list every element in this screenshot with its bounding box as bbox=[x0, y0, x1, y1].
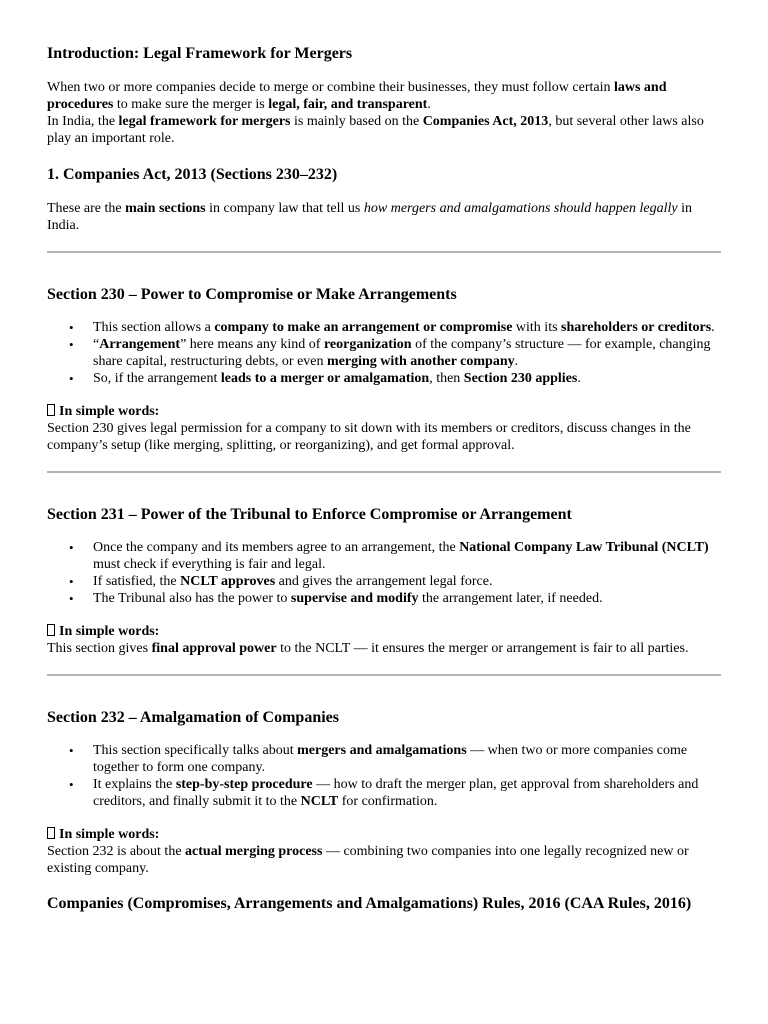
section-230-bullets bbox=[47, 319, 721, 387]
divider bbox=[47, 674, 721, 676]
bold-text: actual merging process bbox=[185, 844, 323, 859]
text-run: “ bbox=[93, 337, 100, 352]
bold-text: laws and procedures bbox=[47, 80, 667, 112]
text-run: in company law that tell us bbox=[205, 201, 364, 216]
missing-glyph-icon bbox=[47, 404, 55, 416]
text-run: for confirmation. bbox=[338, 794, 438, 809]
intro-heading: Introduction: Legal Framework for Mergers bbox=[47, 45, 353, 62]
list-item bbox=[93, 370, 721, 387]
bold-text: Arrangement bbox=[99, 337, 181, 352]
text-run: . bbox=[514, 354, 519, 369]
bold-text: leads to a merger or amalgamation bbox=[220, 371, 430, 386]
text-run: Once the company and its members agree to an arrangement, the bbox=[93, 540, 460, 555]
bold-text: main sections bbox=[125, 201, 206, 216]
text-run: This section allows a bbox=[93, 320, 215, 335]
list-item bbox=[93, 742, 721, 776]
text-run: . bbox=[711, 320, 715, 335]
text-run: These are the bbox=[47, 201, 126, 216]
list-item bbox=[93, 776, 721, 810]
simple-words-label: In simple words: bbox=[59, 404, 160, 419]
section-230-simple-text bbox=[47, 420, 721, 454]
missing-glyph-icon bbox=[47, 827, 55, 839]
list-item bbox=[93, 590, 721, 607]
text-run: Section 232 is about the bbox=[47, 844, 186, 859]
divider bbox=[47, 471, 721, 473]
bold-text: final approval power bbox=[151, 641, 277, 656]
bold-text: supervise and modify bbox=[290, 591, 419, 606]
italic-text: how mergers and amalgamations should happen legally bbox=[363, 201, 678, 216]
text-run: , then bbox=[429, 371, 464, 386]
text-run: In India, the bbox=[47, 114, 119, 129]
bold-text: company to make an arrangement or compromise bbox=[214, 320, 513, 335]
text-run: to make sure the merger is bbox=[113, 97, 269, 112]
text-run: and gives the arrangement legal force. bbox=[275, 574, 493, 589]
section-232-bullets bbox=[47, 742, 721, 810]
intro-paragraph-2 bbox=[47, 113, 721, 147]
text-run: ” here means any kind of bbox=[180, 337, 324, 352]
text-run: Section 230 gives legal permission for a company to sit down with its members or creditors, discuss changes in the company’s setup (like merging, splitting, or reorganizing), and get formal approval. bbox=[47, 421, 691, 453]
text-run: with its bbox=[512, 320, 562, 335]
text-run: is mainly based on the bbox=[290, 114, 423, 129]
text-run: . bbox=[427, 97, 431, 112]
list-item bbox=[93, 336, 721, 370]
intro-paragraph-1 bbox=[47, 79, 721, 113]
text-run: . bbox=[577, 371, 581, 386]
section-232-simple-label bbox=[47, 826, 721, 843]
list-item bbox=[93, 539, 721, 573]
caa-rules-heading: Companies (Compromises, Arrangements and Amalgamations) Rules, 2016 (CAA Rules, 2016) bbox=[47, 895, 692, 912]
bold-text: NCLT approves bbox=[180, 574, 276, 589]
section-232-heading: Section 232 – Amalgamation of Companies bbox=[47, 709, 339, 726]
text-run: — when two or more companies come together to form one company. bbox=[93, 743, 688, 775]
text-run: , but several other laws also play an important role. bbox=[47, 114, 704, 146]
text-run: must check if everything is fair and legal. bbox=[93, 557, 326, 572]
act-heading: 1. Companies Act, 2013 (Sections 230–232) bbox=[47, 166, 338, 183]
section-231-simple-text bbox=[47, 640, 721, 657]
bold-text: merging with another company bbox=[327, 354, 515, 369]
text-run: If satisfied, the bbox=[93, 574, 181, 589]
section-231-bullets bbox=[47, 539, 721, 607]
text-run: the arrangement later, if needed. bbox=[418, 591, 603, 606]
bold-text: National Company Law Tribunal (NCLT) bbox=[459, 540, 709, 555]
simple-words-label: In simple words: bbox=[59, 827, 160, 842]
bold-text: mergers and amalgamations bbox=[297, 743, 467, 758]
bold-text: step-by-step procedure bbox=[175, 777, 313, 792]
missing-glyph-icon bbox=[47, 624, 55, 636]
section-231-simple-label bbox=[47, 623, 721, 640]
section-232-simple-text bbox=[47, 843, 721, 877]
bold-text: legal framework for mergers bbox=[118, 114, 291, 129]
text-run: So, if the arrangement bbox=[93, 371, 221, 386]
section-230-heading: Section 230 – Power to Compromise or Make Arrangements bbox=[47, 286, 457, 303]
simple-words-label: In simple words: bbox=[59, 624, 160, 639]
text-run: in India. bbox=[47, 201, 692, 233]
section-231-heading: Section 231 – Power of the Tribunal to Enforce Compromise or Arrangement bbox=[47, 506, 572, 523]
text-run: This section gives bbox=[47, 641, 152, 656]
text-run: to the NCLT — it ensures the merger or arrangement is fair to all parties. bbox=[276, 641, 689, 656]
bold-text: reorganization bbox=[323, 337, 412, 352]
list-item bbox=[93, 319, 721, 336]
text-run: This section specifically talks about bbox=[93, 743, 298, 758]
text-run: When two or more companies decide to merge or combine their businesses, they must follow certain bbox=[47, 80, 614, 95]
bold-text: shareholders or creditors bbox=[561, 320, 712, 335]
text-run: — combining two companies into one legally recognized new or existing company. bbox=[47, 844, 689, 876]
text-run: It explains the bbox=[93, 777, 176, 792]
section-230-simple-label bbox=[47, 403, 721, 420]
bold-text: Section 230 applies bbox=[463, 371, 578, 386]
divider bbox=[47, 251, 721, 253]
act-paragraph bbox=[47, 200, 721, 234]
text-run: of the company’s structure — for example, changing share capital, restructuring debts, or even bbox=[93, 337, 711, 369]
bold-text: NCLT bbox=[300, 794, 339, 809]
bold-text: Companies Act, 2013 bbox=[422, 114, 549, 129]
bold-text: legal, fair, and transparent bbox=[268, 97, 428, 112]
text-run: The Tribunal also has the power to bbox=[93, 591, 291, 606]
list-item bbox=[93, 573, 721, 590]
text-run: — how to draft the merger plan, get approval from shareholders and creditors, and finally submit it to the bbox=[93, 777, 699, 809]
